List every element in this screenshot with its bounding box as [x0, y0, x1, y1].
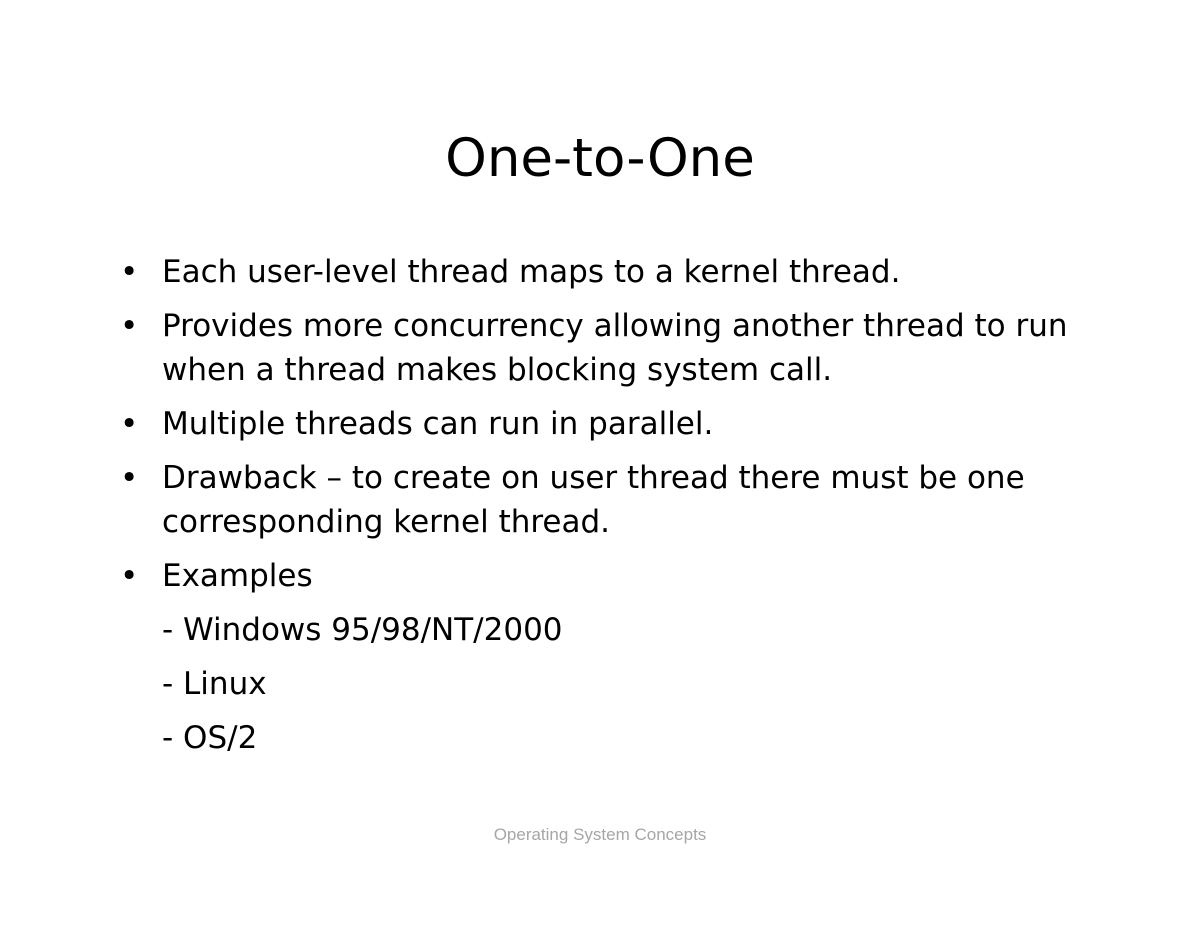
bullet-item-user-kernel-mapping: [118, 250, 1128, 294]
bullet-dot-icon: •: [120, 460, 139, 496]
example-item-linux: - Linux: [162, 666, 267, 702]
bullet-list: [118, 250, 1128, 770]
slide-title: One-to-One: [445, 128, 755, 189]
bullet-text: Drawback – to create on user thread there must be one corresponding kernel thread.: [162, 460, 1025, 540]
example-item-os2: - OS/2: [162, 720, 258, 756]
bullet-text: Multiple threads can run in parallel.: [162, 406, 714, 442]
slide-footer: Operating System Concepts: [493, 825, 707, 844]
bullet-text: Examples: [162, 558, 313, 594]
bullet-dot-icon: •: [120, 558, 139, 594]
example-item-windows: - Windows 95/98/NT/2000: [162, 612, 563, 648]
bullet-dot-icon: •: [120, 254, 139, 290]
bullet-text: Each user-level thread maps to a kernel thread.: [162, 254, 901, 290]
bullet-dot-icon: •: [120, 308, 139, 344]
bullet-item-concurrency: [118, 304, 1128, 392]
examples-list: [162, 608, 1128, 760]
bullet-text: Provides more concurrency allowing another thread to run when a thread makes blocking system call.: [162, 308, 1068, 388]
bullet-item-examples: [118, 554, 1128, 760]
bullet-item-drawback: [118, 456, 1128, 544]
bullet-item-parallel: [118, 402, 1128, 446]
bullet-dot-icon: •: [120, 406, 139, 442]
